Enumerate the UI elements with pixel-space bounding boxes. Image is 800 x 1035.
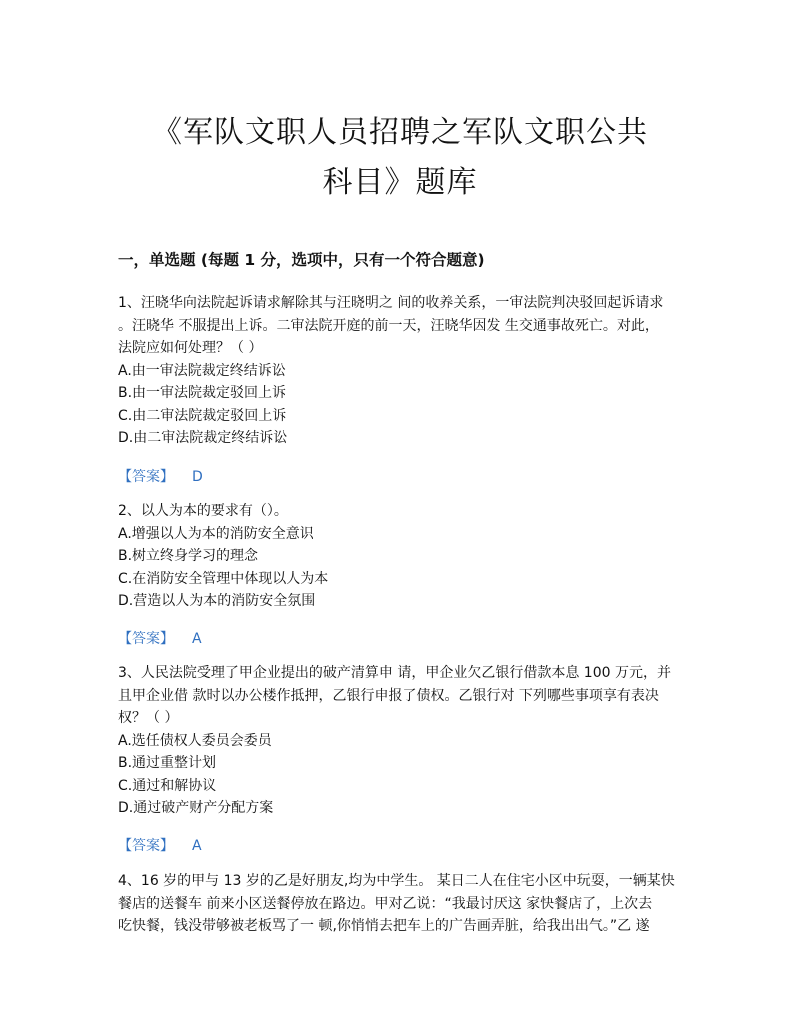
question-stem xyxy=(118,870,684,938)
option-a: A.选任债权人委员会委员 xyxy=(118,732,272,749)
question-stem-line: 法院应如何处理？（ ） xyxy=(118,340,263,356)
question-2 xyxy=(118,500,684,613)
question-options xyxy=(118,360,684,450)
question-stem-line: 3、人民法院受理了甲企业提出的破产清算申 请，甲企业欠乙银行借款本息 100 万元，并 xyxy=(118,665,671,681)
answer-3 xyxy=(118,835,202,855)
document-title-line: 《军队文职人员招聘之军队文职公共 xyxy=(152,115,648,150)
question-stem-line: 2、以人为本的要求有（）。 xyxy=(118,503,288,519)
question-1 xyxy=(118,292,684,450)
document-title-line: 科目》题库 xyxy=(322,165,478,200)
option-b: B.由一审法院裁定驳回上诉 xyxy=(118,385,287,401)
option-d: D.由二审法院裁定终结诉讼 xyxy=(118,430,288,446)
answer-label: 【答案】 xyxy=(118,631,174,647)
question-stem-line: 且甲企业借 款时以办公楼作抵押，乙银行申报了债权。乙银行对 下列哪些事项享有表决 xyxy=(118,687,659,704)
answer-value: A xyxy=(192,631,202,647)
option-d: D.通过破产财产分配方案 xyxy=(118,800,274,816)
option-a: A.由一审法院裁定终结诉讼 xyxy=(118,362,286,379)
option-c: C.由二审法院裁定驳回上诉 xyxy=(118,407,287,424)
option-d: D.营造以人为本的消防安全氛围 xyxy=(118,593,316,609)
answer-2 xyxy=(118,628,202,648)
answer-label: 【答案】 xyxy=(118,469,174,485)
option-c: C.在消防安全管理中体现以人为本 xyxy=(118,570,329,587)
answer-label: 【答案】 xyxy=(118,838,174,854)
document-title xyxy=(100,108,700,208)
option-b: B.树立终身学习的理念 xyxy=(118,548,259,564)
question-stem xyxy=(118,500,684,523)
question-stem xyxy=(118,292,684,360)
question-stem-line: 餐店的送餐车 前来小区送餐停放在路边。甲对乙说：“我最讨厌这 家快餐店了，上次去 xyxy=(118,895,653,912)
question-4 xyxy=(118,870,684,938)
question-stem-line: 权？（ ） xyxy=(118,710,179,726)
section-heading: 一，单选题 (每题 1 分，选项中，只有一个符合题意) xyxy=(118,251,485,269)
question-3 xyxy=(118,662,684,820)
answer-value: D xyxy=(192,469,203,485)
question-stem-line: 1、汪晓华向法院起诉请求解除其与汪晓明之 间的收养关系，一审法院判决驳回起诉请求 xyxy=(118,295,664,311)
option-c: C.通过和解协议 xyxy=(118,777,217,794)
answer-value: A xyxy=(192,838,202,854)
answer-1 xyxy=(118,466,203,486)
question-stem-line: 吃快餐，钱没带够被老板骂了一 顿,你悄悄去把车上的广告画弄脏，给我出出气。”乙 遂 xyxy=(118,918,650,934)
question-stem-line: 4、16 岁的甲与 13 岁的乙是好朋友,均为中学生。 某日二人在住宅小区中玩耍，一辆某快 xyxy=(118,873,675,889)
question-options xyxy=(118,523,684,613)
option-b: B.通过重整计划 xyxy=(118,755,217,771)
question-stem-line: 。汪晓华 不服提出上诉。二审法院开庭的前一天，汪晓华因发 生交通事故死亡。对此， xyxy=(118,317,659,334)
option-a: A.增强以人为本的消防安全意识 xyxy=(118,525,314,542)
question-stem xyxy=(118,662,684,730)
question-options xyxy=(118,730,684,820)
